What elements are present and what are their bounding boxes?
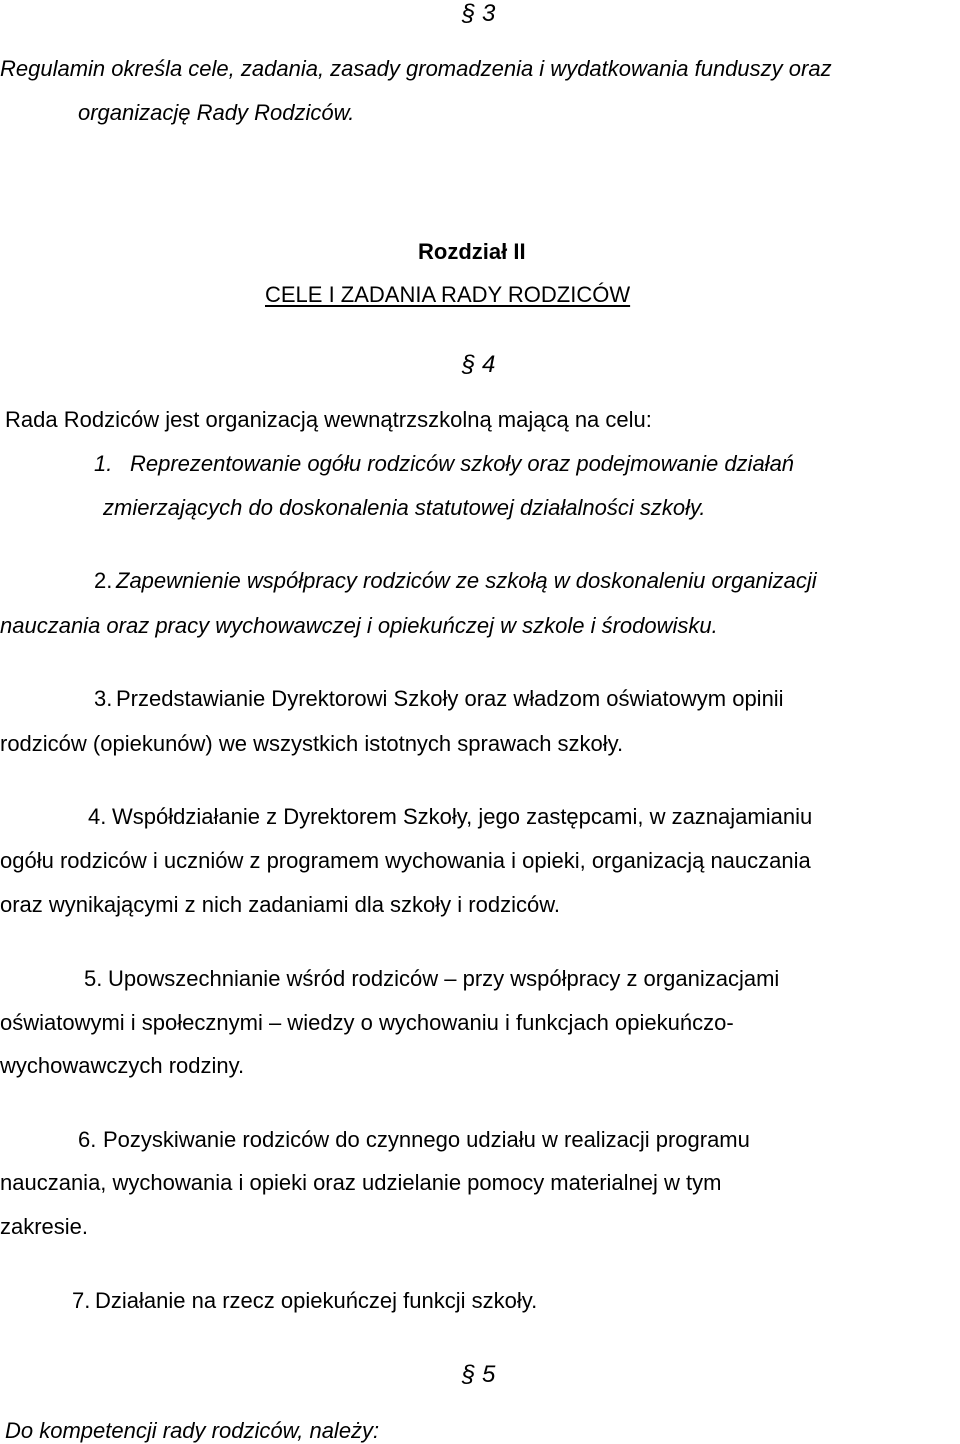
list-item-1-line-1: Reprezentowanie ogółu rodziców szkoły oraz podejmowanie działań <box>130 451 795 476</box>
section-3-text-line-1: Regulamin określa cele, zadania, zasady gromadzenia i wydatkowania funduszy oraz <box>0 56 832 81</box>
list-item-3-number: 3. <box>94 686 113 711</box>
list-item-4-line-3: oraz wynikającymi z nich zadaniami dla szkoły i rodziców. <box>0 892 560 917</box>
section-3-text-line-2: organizację Rady Rodziców. <box>78 100 355 125</box>
list-item-6-number: 6. <box>78 1127 97 1152</box>
list-item-1-number: 1. <box>94 451 113 476</box>
list-item-6-line-1: Pozyskiwanie rodziców do czynnego udziału w realizacji programu <box>103 1127 750 1152</box>
list-item-4-line-1: Współdziałanie z Dyrektorem Szkoły, jego zastępcami, w zaznajamianiu <box>112 804 813 829</box>
list-item-5-line-1: Upowszechnianie wśród rodziców – przy współpracy z organizacjami <box>108 966 780 991</box>
list-item-3-line-2: rodziców (opiekunów) we wszystkich istotnych sprawach szkoły. <box>0 731 624 756</box>
list-item-6-line-3: zakresie. <box>0 1214 89 1239</box>
section-3-heading: § 3 <box>462 0 496 27</box>
list-item-2-line-1: Zapewnienie współpracy rodziców ze szkołą w doskonaleniu organizacji <box>116 568 817 593</box>
chapter-title: Rozdział II <box>418 239 526 264</box>
section-4-heading: § 4 <box>462 351 496 378</box>
list-item-2-number: 2. <box>94 568 113 593</box>
list-item-1-line-2: zmierzających do doskonalenia statutowej działalności szkoły. <box>103 495 706 520</box>
list-item-7-number: 7. <box>72 1288 91 1313</box>
list-item-7-line-1: Działanie na rzecz opiekuńczej funkcji szkoły. <box>95 1288 538 1313</box>
section-5-heading: § 5 <box>462 1361 496 1388</box>
list-item-5-line-2: oświatowymi i społecznymi – wiedzy o wychowaniu i funkcjach opiekuńczo- <box>0 1010 734 1035</box>
list-item-5-number: 5. <box>84 966 103 991</box>
list-item-6-line-2: nauczania, wychowania i opieki oraz udzielanie pomocy materialnej w tym <box>0 1170 722 1195</box>
list-item-4-line-2: ogółu rodziców i uczniów z programem wychowania i opieki, organizacją nauczania <box>0 848 811 873</box>
list-item-4-number: 4. <box>88 804 107 829</box>
section-4-intro: Rada Rodziców jest organizacją wewnątrzszkolną mającą na celu: <box>5 407 652 432</box>
list-item-3-line-1: Przedstawianie Dyrektorowi Szkoły oraz władzom oświatowym opinii <box>116 686 784 711</box>
list-item-2-line-2: nauczania oraz pracy wychowawczej i opiekuńczej w szkole i środowisku. <box>0 613 718 638</box>
chapter-subtitle: CELE I ZADANIA RADY RODZICÓW <box>265 282 631 307</box>
list-item-5-line-3: wychowawczych rodziny. <box>0 1053 245 1078</box>
section-5-intro: Do kompetencji rady rodziców, należy: <box>5 1418 380 1443</box>
